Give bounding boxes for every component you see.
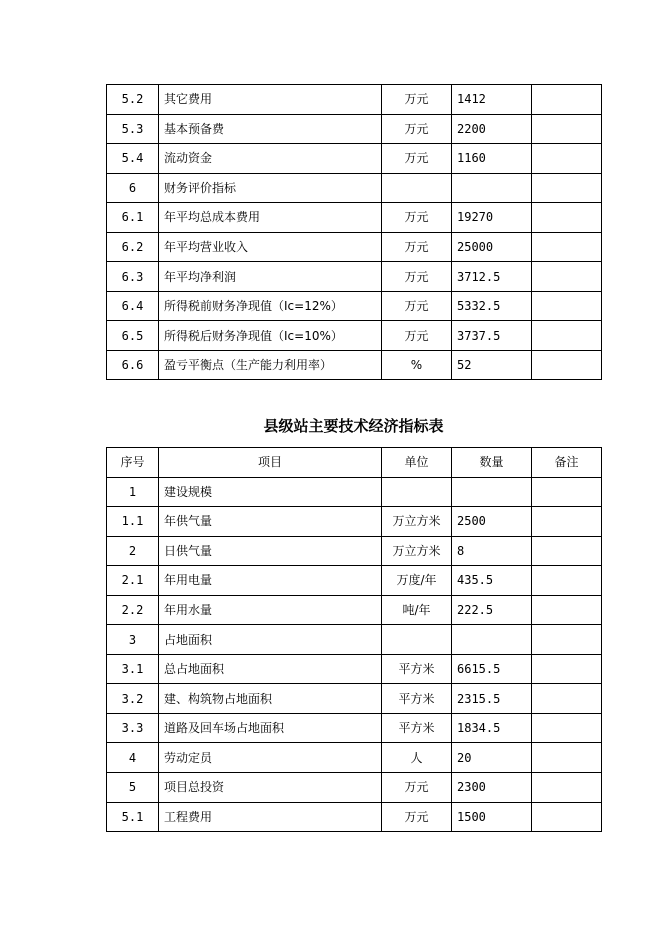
row-note: [532, 566, 602, 596]
row-unit: [382, 625, 452, 655]
header-note: 备注: [532, 448, 602, 478]
row-unit: 万元: [382, 321, 452, 351]
row-quantity: 3712.5: [452, 262, 532, 292]
table-row: [107, 773, 602, 803]
row-note: [532, 684, 602, 714]
row-note: [532, 350, 602, 380]
table-row: [107, 684, 602, 714]
row-note: [532, 595, 602, 625]
row-quantity: 2300: [452, 773, 532, 803]
row-item: 年平均净利润: [159, 262, 382, 292]
header-quantity: 数量: [452, 448, 532, 478]
row-item: 年用水量: [159, 595, 382, 625]
row-item: 项目总投资: [159, 773, 382, 803]
table-row: [107, 507, 602, 537]
row-item: 道路及回车场占地面积: [159, 713, 382, 743]
row-note: [532, 654, 602, 684]
row-number: 6.6: [107, 350, 159, 380]
row-unit: 万元: [382, 232, 452, 262]
row-number: 6.3: [107, 262, 159, 292]
row-note: [532, 625, 602, 655]
row-note: [532, 743, 602, 773]
row-note: [532, 321, 602, 351]
row-item: 盈亏平衡点（生产能力利用率）: [159, 350, 382, 380]
row-item: 建、构筑物占地面积: [159, 684, 382, 714]
row-quantity: 3737.5: [452, 321, 532, 351]
row-unit: [382, 173, 452, 203]
row-note: [532, 85, 602, 115]
table-row: [107, 321, 602, 351]
table-row: [107, 743, 602, 773]
row-number: 1: [107, 477, 159, 507]
table-row: [107, 802, 602, 832]
row-quantity: [452, 477, 532, 507]
table-row: [107, 477, 602, 507]
row-quantity: 2500: [452, 507, 532, 537]
row-number: 2.1: [107, 566, 159, 596]
table-row: [107, 713, 602, 743]
row-number: 6.5: [107, 321, 159, 351]
row-unit: 万元: [382, 802, 452, 832]
row-unit: 万元: [382, 262, 452, 292]
row-item: 占地面积: [159, 625, 382, 655]
row-number: 6: [107, 173, 159, 203]
indicator-table-continued: [106, 84, 602, 380]
row-unit: 万元: [382, 114, 452, 144]
row-number: 1.1: [107, 507, 159, 537]
row-number: 2.2: [107, 595, 159, 625]
table-title: 县级站主要技术经济指标表: [263, 417, 444, 435]
row-unit: 万元: [382, 203, 452, 233]
table-row: [107, 654, 602, 684]
row-quantity: 2315.5: [452, 684, 532, 714]
table-row: [107, 291, 602, 321]
row-note: [532, 536, 602, 566]
table-header-row: [107, 448, 602, 478]
row-unit: 万元: [382, 85, 452, 115]
row-quantity: 6615.5: [452, 654, 532, 684]
row-number: 3: [107, 625, 159, 655]
header-item: 项目: [159, 448, 382, 478]
table-row: [107, 232, 602, 262]
row-item: 年平均总成本费用: [159, 203, 382, 233]
row-note: [532, 203, 602, 233]
row-number: 5.4: [107, 144, 159, 174]
row-unit: 万立方米: [382, 507, 452, 537]
row-item: 日供气量: [159, 536, 382, 566]
row-number: 3.3: [107, 713, 159, 743]
row-item: 所得税前财务净现值（Ic=12%）: [159, 291, 382, 321]
row-item: 工程费用: [159, 802, 382, 832]
row-unit: 吨/年: [382, 595, 452, 625]
row-item: 建设规模: [159, 477, 382, 507]
row-item: 基本预备费: [159, 114, 382, 144]
row-quantity: 435.5: [452, 566, 532, 596]
table-row: [107, 262, 602, 292]
row-quantity: 1160: [452, 144, 532, 174]
row-item: 劳动定员: [159, 743, 382, 773]
row-number: 6.4: [107, 291, 159, 321]
row-item: 总占地面积: [159, 654, 382, 684]
row-number: 3.1: [107, 654, 159, 684]
row-number: 2: [107, 536, 159, 566]
row-quantity: 8: [452, 536, 532, 566]
row-quantity: 52: [452, 350, 532, 380]
row-number: 5.2: [107, 85, 159, 115]
row-item: 流动资金: [159, 144, 382, 174]
row-note: [532, 507, 602, 537]
row-quantity: 1834.5: [452, 713, 532, 743]
row-number: 6.2: [107, 232, 159, 262]
table-row: [107, 350, 602, 380]
row-unit: 平方米: [382, 684, 452, 714]
row-quantity: 25000: [452, 232, 532, 262]
table-row: [107, 536, 602, 566]
row-quantity: 1412: [452, 85, 532, 115]
row-note: [532, 232, 602, 262]
row-unit: [382, 477, 452, 507]
row-number: 3.2: [107, 684, 159, 714]
row-number: 4: [107, 743, 159, 773]
table-row: [107, 203, 602, 233]
row-unit: 万元: [382, 144, 452, 174]
row-quantity: [452, 625, 532, 655]
row-note: [532, 477, 602, 507]
row-item: 其它费用: [159, 85, 382, 115]
row-unit: 万元: [382, 773, 452, 803]
row-quantity: 222.5: [452, 595, 532, 625]
row-item: 年用电量: [159, 566, 382, 596]
row-quantity: 2200: [452, 114, 532, 144]
row-note: [532, 173, 602, 203]
row-item: 年平均营业收入: [159, 232, 382, 262]
row-number: 5.3: [107, 114, 159, 144]
row-item: 所得税后财务净现值（Ic=10%）: [159, 321, 382, 351]
table-row: [107, 625, 602, 655]
row-quantity: 5332.5: [452, 291, 532, 321]
row-quantity: 20: [452, 743, 532, 773]
row-note: [532, 262, 602, 292]
row-item: 财务评价指标: [159, 173, 382, 203]
table-body: [107, 448, 602, 832]
table-row: [107, 173, 602, 203]
row-unit: 平方米: [382, 713, 452, 743]
row-quantity: [452, 173, 532, 203]
row-number: 5.1: [107, 802, 159, 832]
row-note: [532, 291, 602, 321]
header-number: 序号: [107, 448, 159, 478]
row-unit: 万元: [382, 291, 452, 321]
row-item: 年供气量: [159, 507, 382, 537]
row-number: 6.1: [107, 203, 159, 233]
row-note: [532, 114, 602, 144]
table-row: [107, 114, 602, 144]
table-row: [107, 85, 602, 115]
table-body: [107, 85, 602, 380]
row-quantity: 19270: [452, 203, 532, 233]
row-unit: 万度/年: [382, 566, 452, 596]
row-note: [532, 144, 602, 174]
row-note: [532, 802, 602, 832]
table-row: [107, 566, 602, 596]
row-unit: %: [382, 350, 452, 380]
row-note: [532, 713, 602, 743]
row-note: [532, 773, 602, 803]
row-quantity: 1500: [452, 802, 532, 832]
table-row: [107, 595, 602, 625]
row-unit: 平方米: [382, 654, 452, 684]
row-unit: 万立方米: [382, 536, 452, 566]
header-unit: 单位: [382, 448, 452, 478]
county-station-indicator-table: [106, 447, 602, 832]
row-unit: 人: [382, 743, 452, 773]
row-number: 5: [107, 773, 159, 803]
table-row: [107, 144, 602, 174]
